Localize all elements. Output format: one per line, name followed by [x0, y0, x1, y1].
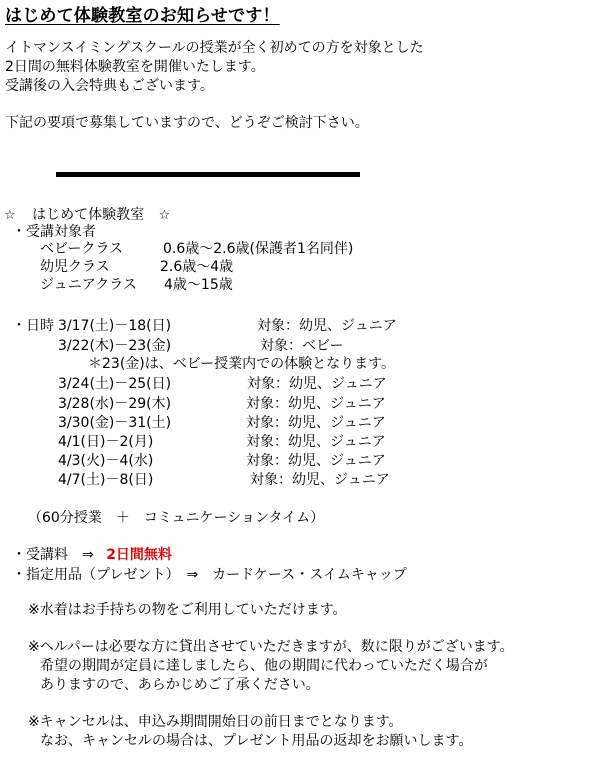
section-heading: はじめて体験教室 — [32, 207, 145, 223]
schedule-label: ・日時 — [12, 318, 54, 334]
swimsuit-note: ※水着はお手持ちの物をご利用していただけます。 — [28, 602, 347, 618]
schedule-target: 対象：幼児、ジュニア — [246, 453, 386, 469]
schedule-target: 対象：幼児、ジュニア — [246, 434, 386, 450]
schedule-target: 対象：幼児、ジュニア — [246, 415, 386, 431]
class-age-infant: 2.6歳～4歳 — [160, 259, 234, 275]
star-icon: ☆ — [4, 208, 16, 223]
schedule-date: 3/30(金)－31(土) — [58, 415, 172, 431]
schedule-date: 4/3(火)－4(水) — [58, 453, 154, 469]
schedule-date: 3/28(水)－29(木) — [58, 396, 172, 412]
helper-note-line-2: 希望の期間が定員に達しましたら、他の期間に代わっていただく場合が — [40, 658, 488, 674]
schedule-target: 対象：幼児、ジュニア — [250, 472, 390, 488]
class-name-junior: ジュニアクラス — [40, 277, 137, 293]
fee-value: 2日間無料 — [106, 547, 172, 563]
schedule-target: 対象：幼児、ジュニア — [247, 376, 387, 392]
schedule-target: 対象：幼児、ジュニア — [246, 396, 386, 412]
duration-text: （60分授業 ＋ コミュニケーションタイム） — [28, 510, 325, 526]
schedule-target: 対象：幼児、ジュニア — [257, 318, 397, 334]
star-icon: ☆ — [158, 208, 171, 223]
schedule-date: 3/24(土)－25(日) — [58, 376, 172, 392]
schedule-date: 3/17(土)－18(日) — [58, 318, 172, 334]
fee-label: ・受講料 ⇒ — [12, 547, 94, 563]
fee-row — [12, 546, 172, 565]
intro-line-2: 2日間の無料体験教室を開催いたします。 — [5, 59, 265, 75]
intro-line-1: イトマンスイミングスクールの授業が全く初めての方を対象とした — [5, 40, 424, 56]
gift-text: ・指定用品（プレゼント） ⇒ カードケース・スイムキャップ — [12, 567, 407, 583]
helper-note-line-1: ※ヘルパーは必要な方に貸出させていただきますが、数に限りがございます。 — [28, 639, 514, 655]
schedule-date: 3/22(木)－23(金) — [58, 338, 172, 354]
intro-line-3: 受講後の入会特典もございます。 — [5, 78, 214, 94]
baby-note: ＊23(金)は、ベビー授業内での体験となります。 — [88, 356, 396, 372]
class-name-infant: 幼児クラス — [40, 259, 110, 275]
helper-note-line-3: ありますので、あらかじめご了承ください。 — [40, 677, 320, 693]
class-name-baby: ベビークラス — [40, 241, 124, 257]
schedule-target: 対象：ベビー — [260, 338, 344, 354]
class-age-baby: 0.6歳～2.6歳(保護者1名同伴) — [163, 241, 354, 257]
class-age-junior: 4歳～15歳 — [164, 277, 233, 293]
schedule-date: 4/7(土)－8(日) — [58, 472, 154, 488]
target-label: ・受講対象者 — [12, 224, 96, 240]
divider-rule — [56, 172, 360, 177]
schedule-date: 4/1(日)－2(月) — [58, 434, 154, 450]
page-title: はじめて体験教室のお知らせです！ — [5, 6, 280, 26]
cancel-note-line-1: ※キャンセルは、申込み期間開始日の前日までとなります。 — [28, 714, 403, 730]
recruit-text: 下記の要項で募集していますので、どうぞご検討下さい。 — [5, 115, 369, 131]
cancel-note-line-2: なお、キャンセルの場合は、プレゼント用品の返却をお願いします。 — [40, 733, 473, 749]
